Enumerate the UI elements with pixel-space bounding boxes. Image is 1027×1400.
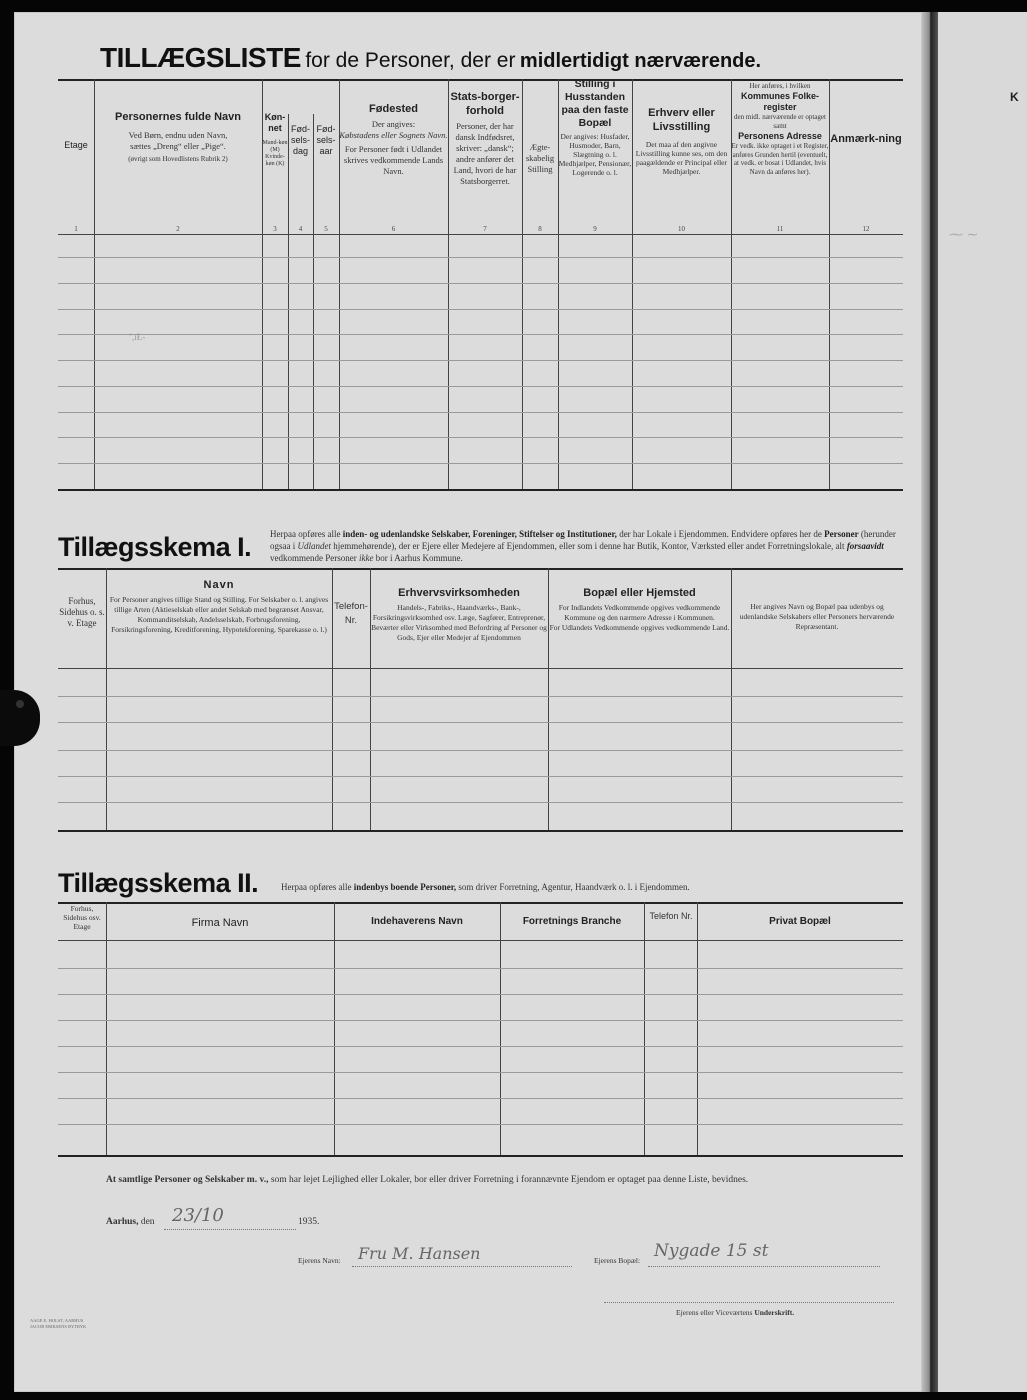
main-table-header-border <box>58 234 903 235</box>
main-row-line <box>58 412 903 413</box>
skema2-col-divider <box>334 902 335 1155</box>
skema2-row-line <box>58 994 903 995</box>
col-number: 5 <box>324 225 328 233</box>
signature-dotted-line <box>604 1302 894 1303</box>
skema2-col-divider <box>500 902 501 1155</box>
skema1-header-erhverv: Erhvervsvirksomheden Handels-, Fabriks-, Haandværks-, Bank-, Forsikringsvirksomhed osv. Læge, Sagfører, Entreprenør, Beværter eller Virksomhed med Befordring af Personer og Gods, Ejer eller Medejer af Ejendommen <box>371 587 547 642</box>
main-row-line <box>58 463 903 464</box>
header-foedselsaar: Fød-sels-aar <box>316 124 336 156</box>
main-row-line <box>58 257 903 258</box>
faint-pencil-mark: ʼ,ıŁ- <box>129 332 146 342</box>
skema2-title: Tillægsskema II. <box>58 868 259 898</box>
main-row-line <box>58 283 903 284</box>
col-number: 4 <box>298 225 303 233</box>
skema2-row-line <box>58 1098 903 1099</box>
main-row-line <box>58 437 903 438</box>
skema2-header-firma: Firma Navn <box>191 917 249 929</box>
signature-label: Ejerens eller Viceværtens Underskrift. <box>676 1308 795 1317</box>
date-dotted-line <box>164 1229 296 1230</box>
date-year: 1935. <box>298 1217 320 1227</box>
skema1-row-line <box>58 802 903 803</box>
skema2-intro: Herpaa opføres alle indenbys boende Personer, som driver Forretning, Agentur, Haandværk o. l. i Ejendommen. <box>281 882 690 892</box>
skema2-header-branche: Forretnings Branche <box>522 916 622 927</box>
owner-name-dotted-line <box>352 1266 572 1267</box>
main-row-line <box>58 309 903 310</box>
owner-name-handwritten: Fru M. Hansen <box>358 1244 481 1263</box>
skema2-row-line <box>58 1124 903 1125</box>
main-title-normal: for de Personer, der er <box>305 49 516 72</box>
col-number: 6 <box>391 225 396 233</box>
skema1-intro: Herpaa opføres alle inden- og udenlandske Selskaber, Foreninger, Stiftelser og Institutioner, der har Lokale i Ejendommen. Endvidere opføres her de Personer (herunder ogsaa i Udlandet hjemmehørende), der er Ejere eller Medejere af Ejendommen, eller som i denne har Butik, Kontor, Værksted eller andet Forretningslokale, alt forsaavidt vedkommende Personer ikke bor i Aarhus Kommune. <box>270 529 896 563</box>
skema2-col-divider <box>106 902 107 1155</box>
skema2-row-line <box>58 1020 903 1021</box>
main-table-top-border <box>58 79 903 81</box>
header-anmaerkning: Anmærk-ning <box>830 133 902 145</box>
skema1-header-etage: Forhus, Sidehus o. s. v. Etage <box>59 596 105 628</box>
col-number: 10 <box>678 225 685 233</box>
col-number: 3 <box>273 225 277 233</box>
skema1-top-border <box>58 568 903 570</box>
skema1-header-border <box>58 668 903 669</box>
date-line: Aarhus, den <box>106 1217 155 1227</box>
main-row-line <box>58 360 903 361</box>
adjacent-page <box>938 12 1027 1392</box>
skema1-header-repraesentant: Her angives Navn og Bopæl paa udenbys og udenlandske Selskabers eller Personers herværende Repræsentant. <box>739 602 895 631</box>
col-number: 12 <box>862 225 870 233</box>
main-table-bottom-border <box>58 489 903 491</box>
main-col-divider <box>522 79 523 489</box>
date-handwritten: 23/10 <box>172 1205 224 1226</box>
header-etage: Etage <box>64 140 88 150</box>
skema1-row-line <box>58 750 903 751</box>
header-erhverv: Erhverv eller Livsstilling Det maa af den angivne Livsstilling kunne ses, om den paagældende er Principal eller Medhjælper. <box>635 107 728 176</box>
col-number: 9 <box>593 225 597 233</box>
col-number: 8 <box>538 225 542 233</box>
skema2-col-divider <box>697 902 698 1155</box>
skema2-header-telefon: Telefon Nr. <box>649 911 693 921</box>
main-title-bold: TILLÆGSLISTE <box>100 42 301 73</box>
col-number: 1 <box>74 225 78 233</box>
owner-address-dotted-line <box>648 1266 880 1267</box>
owner-address-label: Ejerens Bopæl: <box>594 1256 641 1265</box>
skema1-bottom-border <box>58 830 903 832</box>
header-foedselsdag: Fød-sels-dag <box>290 124 310 156</box>
skema2-header-etage: Forhus, Sidehus osv. Etage <box>63 904 101 931</box>
header-navn: Personernes fulde Navn Ved Børn, endnu uden Navn, sættes „Dreng“ eller „Pige“. (øvrigt som Hovedlistens Rubrik 2) <box>115 111 241 163</box>
book-spine <box>922 12 938 1392</box>
skema1-title: Tillægsskema I. <box>58 532 252 562</box>
skema1-header-navn: Navn For Personer angives tillige Stand og Stilling. For Selskaber o. l. angives tillige Arten (Aktieselskab eller andet Selskab med begrænset Ansvar, Kommanditselskab, Andelsselskab, Forbrugsforening, Forsikringsforening, Kreditforening, Hypotekforening, Sparekasse o. l.) <box>109 579 329 634</box>
skema2-bottom-border <box>58 1155 903 1157</box>
header-folkeregister: Her anføres, i hvilken Kommunes Folke-register den midl. nærværende er optaget samt Personens Adresse Er vedk. ikke optaget i et Register, anføres Grunden hertil (eventuelt, at vedk. er bosat i Udlandet, hvis Navn da anføres her). <box>731 82 829 176</box>
header-stilling-i-husstanden: Stilling i Husstanden paa den faste Bopæl Der angives: Husfader, Husmoder, Barn, Slægtning o. l. Medhjælper, Pensionær, Logerende o. l. <box>558 78 632 177</box>
skema2-header-indehaver: Indehaverens Navn <box>371 916 463 927</box>
col-number: 7 <box>483 225 487 233</box>
header-foedested: Fødested Der angives: Købstadens eller Sognets Navn. For Personer født i Udlandet skrives vedkommende Lands Navn. <box>339 103 448 176</box>
skema2-row-line <box>58 1046 903 1047</box>
form-page <box>14 12 922 1392</box>
main-row-line <box>58 334 903 335</box>
clip-highlight <box>16 700 24 708</box>
adjacent-page-scribble: ⁓ ∼ <box>948 228 978 243</box>
skema2-header-border <box>58 940 903 941</box>
attestation-statement: At samtlige Personer og Selskaber m. v., som har lejet Lejlighed eller Lokaler, bor eller driver Forretning i forannævnte Ejendom er optaget paa denne Liste, bevidnes. <box>106 1175 749 1185</box>
main-title <box>100 42 761 74</box>
header-statsborgerforhold: Stats-borger-forhold Personer, der har dansk Indfødsret, skriver: „dansk“; andre anfører det Land, hvori de har Statsborgerret. <box>450 91 520 186</box>
printer-mark: AAGE E. HOLST, AARHUS JACOB ERIKSENS BYTRYK <box>30 1318 87 1329</box>
main-title-bold2: midlertidigt nærværende. <box>519 50 762 72</box>
skema1-row-line <box>58 696 903 697</box>
adjacent-page-letter: K <box>1010 90 1019 104</box>
col-number: 11 <box>776 225 784 233</box>
owner-name-label: Ejerens Navn: <box>298 1256 341 1265</box>
col-number: 2 <box>176 225 180 233</box>
main-row-line <box>58 386 903 387</box>
skema2-row-line <box>58 968 903 969</box>
skema2-col-divider <box>644 902 645 1155</box>
skema2-row-line <box>58 1072 903 1073</box>
skema1-row-line <box>58 722 903 723</box>
skema2-top-border <box>58 902 903 904</box>
skema1-header-telefon: Telefon-Nr. <box>334 601 368 626</box>
owner-address-handwritten: Nygade 15 st <box>654 1241 769 1261</box>
skema1-header-bopael: Bopæl eller Hjemsted For Indlandets Vedkommende opgives vedkommende Kommune og den nærmere Adresse i Kommunen. For Udlandets Vedkommende opgives vedkommende Land. <box>549 587 730 632</box>
skema2-header-privat-bopael: Privat Bopæl <box>769 916 831 927</box>
main-col-divider <box>288 114 289 489</box>
header-koennet: Køn-net Mand-køn (M) Kvinde-køn (K) <box>262 112 288 167</box>
header-aegteskabelig-stilling: Ægte-skabelig Stilling <box>525 142 555 174</box>
main-col-divider <box>313 114 314 489</box>
skema1-row-line <box>58 776 903 777</box>
